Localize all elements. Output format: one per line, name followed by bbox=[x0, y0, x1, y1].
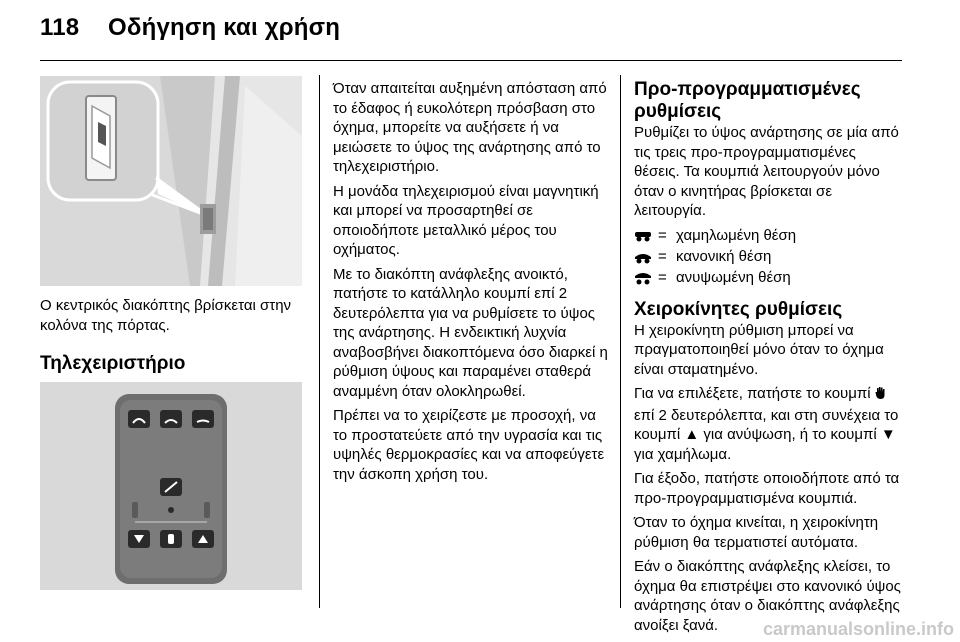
manual-paragraph-4: Όταν το όχημα κινείται, η χειροκίνητη ρύθμιση θα τερματιστεί αυτόματα. bbox=[634, 514, 879, 551]
lowered-height-icon bbox=[634, 230, 658, 242]
middle-paragraph-2: Η μονάδα τηλεχειρισμού είναι μαγνητική και μπορεί να προσαρτηθεί σε οποιοδήποτε μεταλλικό μέρος του οχήματος. bbox=[333, 182, 599, 258]
middle-paragraph-4: Πρέπει να το χειρίζεστε με προσοχή, να το προστατεύετε από την υγρασία και τις υψηλές θερμοκρασίες και να αποφεύγετε την άσκοπη χρήση του. bbox=[333, 407, 605, 483]
remote-raised-button bbox=[192, 410, 214, 428]
legend-equals: = bbox=[658, 248, 667, 266]
manual-text-a: Για να επιλέξετε, πατήστε το κουμπί bbox=[634, 385, 871, 402]
legend-row-normal bbox=[634, 247, 902, 268]
manual-paragraph-2 bbox=[634, 384, 902, 464]
header-rule bbox=[40, 60, 902, 61]
page-header bbox=[40, 14, 340, 42]
remote-indicator-lamp bbox=[168, 507, 174, 513]
manual-paragraph-3: Για έξοδο, πατήστε οποιοδήποτε από τα προ-προγραμματισμένα κουμπιά. bbox=[634, 470, 900, 507]
manual-heading: Χειροκίνητες ρυθμίσεις bbox=[634, 298, 843, 320]
middle-paragraph-1: Όταν απαιτείται αυξημένη απόσταση από το έδαφος ή ευκολότερη πρόσβαση στο όχημα, μπορείτε να αυξήσετε ή να μειώσετε το ύψος της ανάρτησης από το τηλεχειριστήριο. bbox=[333, 80, 607, 175]
figure-caption: Ο κεντρικός διακόπτης βρίσκεται στην κολόνα της πόρτας. bbox=[40, 297, 292, 334]
preset-paragraph: Ρυθμίζει το ύψος ανάρτησης σε μία από τις τρεις προ-προγραμματισμένες θέσεις. Τα κουμπιά λειτουργούν μόνο όταν ο κινητήρας βρίσκεται σε λειτουργία. bbox=[634, 124, 899, 219]
manual-text-d: για χαμήλωμα. bbox=[634, 445, 732, 463]
preset-heading: Προ-προγραμματισμένες ρυθμίσεις bbox=[634, 79, 861, 122]
remote-heading: Τηλεχειριστήριο bbox=[40, 353, 186, 374]
page-number: 118 bbox=[40, 14, 80, 41]
legend-row-raised bbox=[634, 268, 902, 289]
normal-height-icon bbox=[634, 251, 658, 264]
legend-row-lowered bbox=[634, 226, 902, 247]
legend-equals: = bbox=[658, 269, 667, 287]
manual-text-c: για ανύψωση, ή το κουμπί bbox=[703, 426, 877, 443]
page-title: Οδήγηση και χρήση bbox=[108, 14, 341, 41]
middle-paragraph-3: Με το διακόπτη ανάφλεξης ανοικτό, πατήστε το κατάλληλο κουμπί επί 2 δευτερόλεπτα για να ρυθμίσετε το ύψος της ανάρτησης. Η ενδεικτική λυχνία αναβοσβήνει διακοπτόμενα όσο διαρκεί η ρύθμιση ύψους και παραμένει σταθερά αναμμένη όταν ολοκληρωθεί. bbox=[333, 265, 608, 400]
legend-equals: = bbox=[658, 227, 667, 245]
legend-text: κανονική θέση bbox=[676, 248, 772, 266]
manual-paragraph-5: Εάν ο διακόπτης ανάφλεξης κλείσει, το όχημα θα επιστρέψει στο κανονικό ύψος ανάρτησης όταν ο διακόπτης ανάφλεξης ανοίξει ξανά. bbox=[634, 558, 901, 634]
raised-height-icon bbox=[634, 271, 658, 285]
column-divider-1 bbox=[319, 75, 320, 608]
preset-legend bbox=[634, 226, 902, 289]
watermark: carmanualsonline.info bbox=[762, 619, 954, 639]
switch-figure bbox=[40, 76, 302, 286]
hand-icon bbox=[875, 386, 886, 406]
down-arrow-icon: ▼ bbox=[880, 426, 896, 443]
remote-figure bbox=[40, 382, 302, 590]
middle-column bbox=[333, 79, 609, 489]
manual-text-b: επί 2 δευτερόλεπτα, και στη συνέχεια το κουμπί bbox=[634, 406, 899, 443]
door-pillar-switch-illustration bbox=[40, 76, 302, 286]
remote-control-illustration bbox=[40, 382, 302, 590]
left-column bbox=[40, 296, 310, 375]
column-divider-2 bbox=[620, 75, 621, 608]
manual-paragraph-1: Η χειροκίνητη ρύθμιση μπορεί να πραγματοποιηθεί μόνο όταν το όχημα είναι σταματημένο. bbox=[634, 321, 884, 378]
up-arrow-icon: ▲ bbox=[684, 426, 700, 443]
legend-text: ανυψωμένη θέση bbox=[676, 269, 791, 287]
right-column bbox=[634, 79, 902, 640]
legend-text: χαμηλωμένη θέση bbox=[676, 227, 797, 245]
